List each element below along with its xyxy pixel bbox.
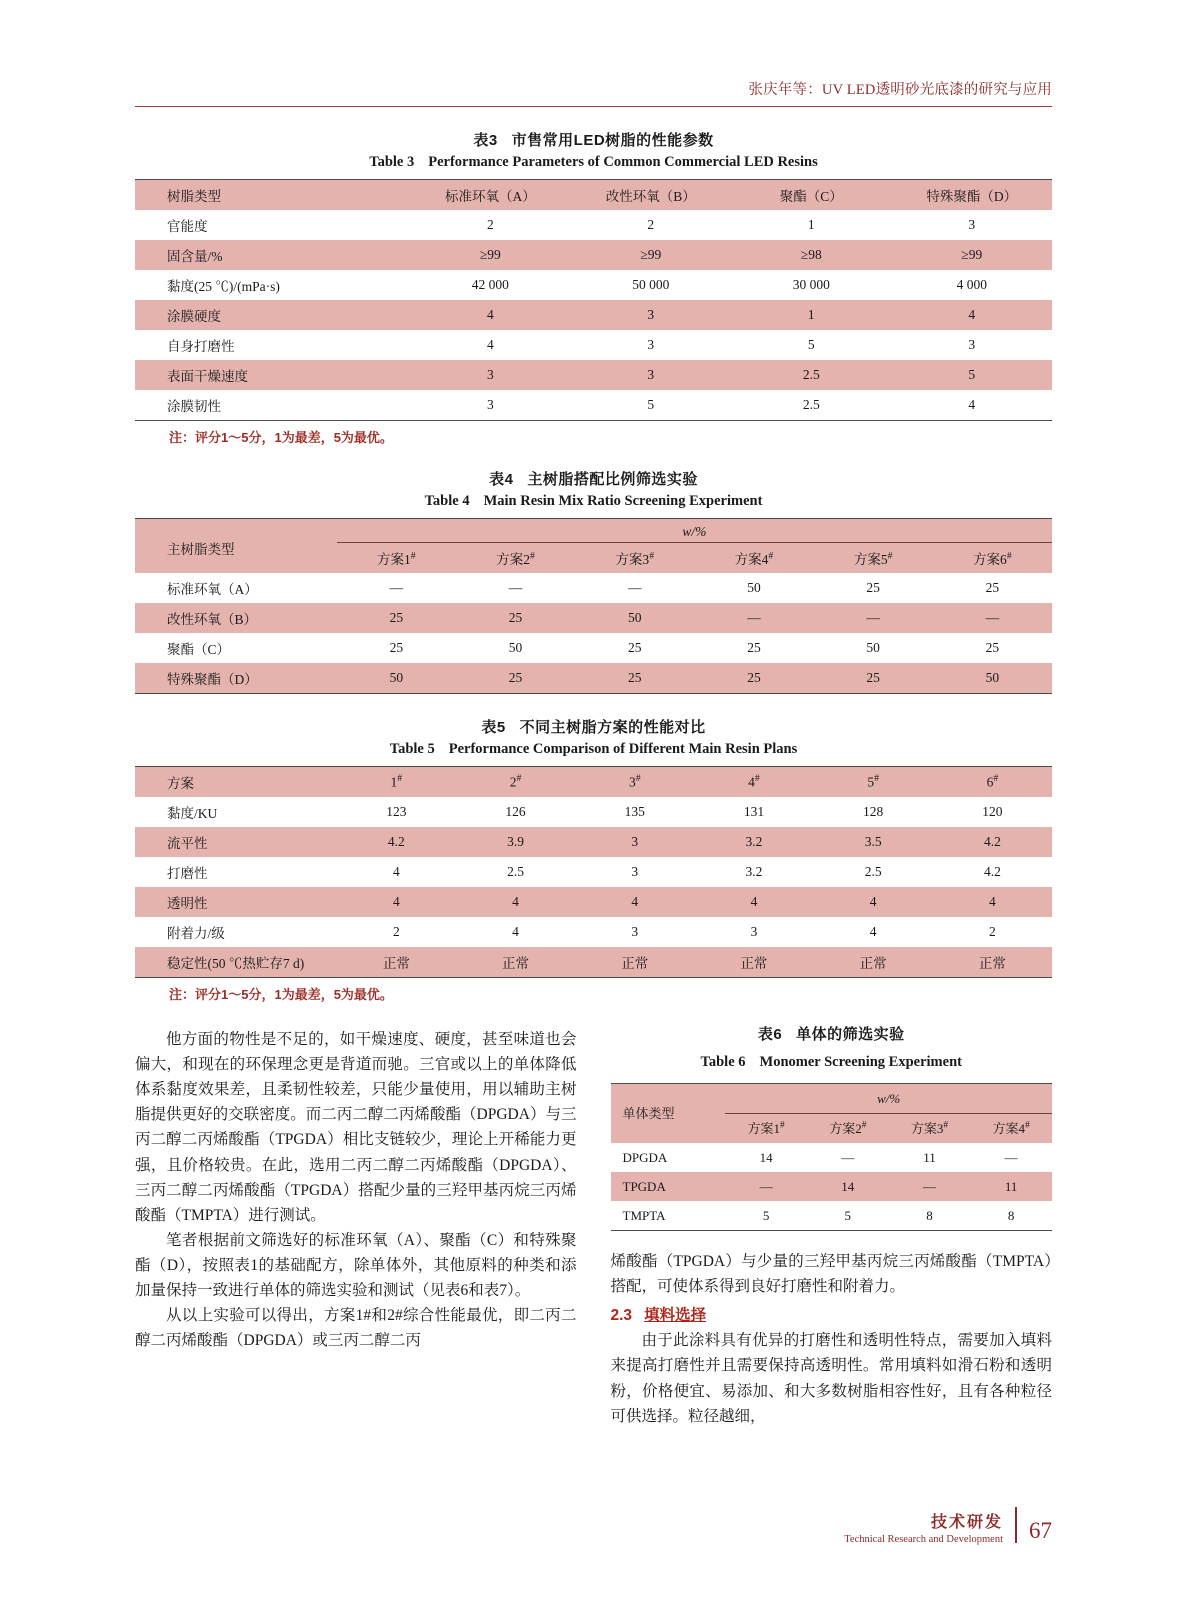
table3-r6-c1: 3	[486, 397, 494, 412]
left-paragraph-3: 从以上实验可以得出，方案1#和2#综合性能最优，即二丙二醇二丙烯酸酯（DPGDA）或三丙二醇二丙	[135, 1307, 577, 1350]
table3-r5-c3: 2.5	[731, 360, 891, 390]
table4-title-cn-number: 表4	[489, 471, 514, 488]
table6-title-cn-number: 表6	[757, 1026, 783, 1043]
table6-r1-c1: —	[725, 1172, 807, 1201]
table6-r1-c2: 14	[807, 1172, 889, 1201]
running-head-rule	[135, 106, 1052, 107]
table4-r0-c2: —	[508, 580, 523, 595]
table-row	[135, 947, 1052, 978]
table5-header-4-text: 4	[748, 774, 755, 790]
table3-r4-c3: 5	[807, 337, 815, 352]
table4-title-cn-text: 主树脂搭配比例筛选实验	[527, 471, 698, 488]
table4-r2-c1: 25	[389, 640, 404, 655]
table5-r1-c6: 4.2	[933, 827, 1052, 857]
table-row	[135, 390, 1052, 421]
table5-r2-c4: 3.2	[745, 864, 763, 879]
table3-note: 注：评分1～5分，1为最差，5为最优。	[169, 430, 393, 445]
table5-r1-c5: 3.5	[814, 827, 933, 857]
table-header-row	[135, 767, 1052, 798]
section-heading-2-3	[611, 1303, 1053, 1328]
table5-note: 注：评分1～5分，1为最差，5为最优。	[169, 987, 393, 1002]
running-head: 张庆年等：UV LED透明砂光底漆的研究与应用	[748, 82, 1052, 98]
table4-r0-c3: —	[627, 580, 642, 595]
table3-r0-c0: 官能度	[167, 219, 208, 234]
footer-divider	[1015, 1507, 1017, 1543]
table5-header-3: 3#	[575, 767, 694, 798]
table6-r2-c2: 5	[844, 1207, 852, 1223]
table-row	[135, 633, 1052, 663]
table3-r6-c0: 涂膜韧性	[167, 399, 221, 414]
table5-r4-c0: 附着力/级	[167, 926, 225, 941]
table6-group-header: w/%	[725, 1083, 1052, 1113]
table3-r6-c4: 4	[968, 397, 976, 412]
table-row	[135, 797, 1052, 827]
table5-title-cn	[135, 716, 1052, 737]
table-header-row	[611, 1083, 1053, 1113]
table4-r3-c5: 25	[814, 663, 933, 694]
table4-subheader-0-text: 方案1	[377, 552, 411, 567]
left-paragraph-1: 他方面的物性是不足的，如干燥速度、硬度，甚至味道也会偏大，和现在的环保理念更是背道而驰。三官或以上的单体降低体系黏度效果差，且柔韧性较差，只能少量使用，用以辅助主树脂提供更好的交联密度。而二丙二醇二丙烯酸酯（DPGDA）与三丙二醇二丙烯酸酯（TPGDA）相比支链较少，理论上开稀能力更强，且价格较贵。在此，选用二丙二醇二丙烯酸酯（DPGDA）、三丙二醇二丙烯酸酯（TPGDA）搭配少量的三羟甲基丙烷三丙烯酸酯（TMPTA）进行测试。	[135, 1031, 577, 1224]
table5	[135, 766, 1052, 978]
table3-r1-c2: ≥99	[571, 240, 731, 270]
table5-r3-c2: 4	[456, 887, 575, 917]
table6-r0-c3: 11	[923, 1149, 936, 1165]
table5-r3-c5: 4	[814, 887, 933, 917]
table6-r2-c0: TMPTA	[622, 1207, 666, 1223]
table3-title-en	[135, 154, 1052, 171]
table5-title-en	[135, 741, 1052, 758]
table6-title-cn	[611, 1023, 1053, 1047]
table3	[135, 179, 1052, 421]
table3-r4-c2: 3	[647, 337, 655, 352]
table4-subheader-2-text: 方案3	[615, 552, 650, 567]
table3-r5-c4: 5	[892, 360, 1053, 390]
footer-section-en: Technical Research and Development	[844, 1534, 1003, 1545]
table3-block	[135, 129, 1052, 446]
table5-r2-c0: 打磨性	[167, 866, 208, 881]
left-column	[135, 1027, 577, 1429]
table-row	[135, 887, 1052, 917]
table3-title-cn	[135, 129, 1052, 150]
table4-r0-c0: 标准环氧（A）	[167, 582, 258, 597]
table3-header-0: 树脂类型	[135, 180, 410, 211]
table4-r2-c3: 25	[627, 640, 642, 655]
right-column	[611, 1027, 1053, 1429]
table5-r1-c4: 3.2	[694, 827, 813, 857]
table3-r2-c4: 4 000	[956, 277, 987, 292]
table5-r1-c0: 流平性	[135, 827, 337, 857]
table6-r1-c0: TPGDA	[611, 1172, 726, 1201]
table4-group-header: w/%	[337, 519, 1052, 543]
table3-r1-c3: ≥98	[731, 240, 891, 270]
table4-block	[135, 468, 1052, 694]
table6-r1-c3: —	[889, 1172, 971, 1201]
table6-title-en	[611, 1051, 1053, 1074]
table6-subheader-0: 方案1#	[725, 1113, 807, 1143]
table3-r3-c1: 4	[410, 300, 570, 330]
table4-r2-c0: 聚酯（C）	[167, 642, 231, 657]
table5-header-5: 5#	[814, 767, 933, 798]
body-columns	[135, 1027, 1052, 1429]
table5-r4-c2: 4	[512, 924, 519, 939]
table4	[135, 518, 1052, 694]
table6-r2-c1: 5	[762, 1207, 770, 1223]
table6-r0-c2: —	[841, 1149, 855, 1165]
table6-r0-c4: —	[1004, 1149, 1018, 1165]
table5-r2-c2: 2.5	[507, 864, 524, 879]
table4-subheader-5-text: 方案6	[973, 552, 1007, 567]
page-number: 67	[1029, 1518, 1052, 1543]
table3-header-3: 聚酯（C）	[731, 180, 891, 211]
table3-r5-c2: 3	[571, 360, 731, 390]
table-row	[611, 1201, 1053, 1231]
table5-r0-c0: 黏度/KU	[167, 806, 218, 821]
table5-r5-c3: 正常	[575, 947, 694, 978]
table4-title-en	[135, 493, 1052, 510]
table4-r1-c3: 50	[575, 603, 694, 633]
table6	[611, 1083, 1053, 1231]
table6-r2-c4: 8	[1007, 1207, 1015, 1223]
table5-r4-c5: 4	[869, 924, 877, 939]
page-footer	[844, 1507, 1052, 1545]
table5-r0-c1: 123	[386, 804, 407, 819]
right-paragraph-2: 由于此涂料具有优异的打磨性和透明性特点，需要加入填料来提高打磨性并且需要保持高透明性。常用填料如滑石粉和透明粉，价格便宜、易添加、和大多数树脂相容性好，且有各种粒径可供选择。粒径越细，	[610, 1332, 1052, 1425]
table4-r3-c3: 25	[575, 663, 694, 694]
table5-r0-c4: 131	[743, 804, 765, 819]
table3-r2-c2: 50 000	[632, 277, 670, 292]
table6-block	[611, 1023, 1053, 1231]
footer-text	[844, 1509, 1003, 1545]
table4-subheader-4: 方案5#	[814, 543, 933, 574]
table3-r3-c3: 1	[731, 300, 891, 330]
table5-header-3-text: 3	[628, 774, 636, 790]
table-row	[135, 663, 1052, 694]
table3-header-1: 标准环氧（A）	[410, 180, 570, 211]
table5-r0-c3: 135	[624, 804, 645, 819]
table5-r2-c5: 2.5	[864, 864, 882, 879]
table4-r1-c0: 改性环氧（B）	[135, 603, 337, 633]
table5-r1-c1: 4.2	[337, 827, 456, 857]
table5-r3-c1: 4	[337, 887, 456, 917]
table5-r3-c6: 4	[933, 887, 1052, 917]
table6-title-en-text: Monomer Screening Experiment	[759, 1054, 962, 1071]
table4-r3-c4: 25	[694, 663, 813, 694]
table4-r3-c2: 25	[456, 663, 575, 694]
table-row	[135, 270, 1052, 300]
table3-header-4: 特殊聚酯（D）	[892, 180, 1053, 211]
table3-title-cn-text: 市售常用LED树脂的性能参数	[511, 132, 714, 149]
table3-r1-c1: ≥99	[410, 240, 570, 270]
table5-title-cn-number: 表5	[481, 719, 506, 736]
table3-title-en-text: Performance Parameters of Common Commercial LED Resins	[428, 154, 818, 170]
table4-r3-c6: 50	[933, 663, 1052, 694]
table6-subheader-2-text: 方案3	[910, 1120, 944, 1136]
table4-r2-c5: 50	[866, 640, 880, 655]
table5-header-5-text: 5	[867, 774, 875, 790]
table4-corner-header: 主树脂类型	[135, 519, 337, 574]
table3-r6-c3: 2.5	[802, 397, 820, 412]
table4-r2-c4: 25	[747, 640, 761, 655]
table5-header-2-text: 2	[509, 774, 517, 790]
table-row	[135, 360, 1052, 390]
table-row	[135, 210, 1052, 240]
table-row	[611, 1172, 1053, 1201]
table3-r0-c3: 1	[807, 217, 815, 232]
table4-r1-c4: —	[694, 603, 813, 633]
table-header-row	[135, 180, 1052, 211]
table3-r4-c1: 4	[486, 337, 494, 352]
table5-r5-c5: 正常	[814, 947, 933, 978]
table3-r2-c3: 30 000	[792, 277, 830, 292]
table6-subheader-1: 方案2#	[807, 1113, 889, 1143]
table6-subheader-3-text: 方案4	[992, 1120, 1026, 1136]
table3-r2-c0: 黏度(25 ℃)/(mPa·s)	[167, 279, 280, 294]
table6-r2-c3: 8	[926, 1207, 933, 1223]
table4-subheader-1: 方案2#	[456, 543, 575, 574]
table5-r0-c5: 128	[863, 804, 884, 819]
table5-r4-c3: 3	[631, 924, 639, 939]
table5-title-cn-text: 不同主树脂方案的性能对比	[519, 719, 706, 736]
table3-title-cn-number: 表3	[473, 132, 498, 149]
table3-r3-c2: 3	[571, 300, 731, 330]
table3-r1-c4: ≥99	[892, 240, 1053, 270]
table6-r1-c4: 11	[970, 1172, 1052, 1201]
table5-header-2: 2#	[456, 767, 575, 798]
table4-r0-c5: 25	[866, 580, 880, 595]
table6-corner-header: 单体类型	[611, 1083, 726, 1143]
right-paragraph-1: 烯酸酯（TPGDA）与少量的三羟甲基丙烷三丙烯酸酯（TMPTA）搭配，可使体系得到良好打磨性和附着力。	[610, 1253, 1052, 1296]
table5-r3-c0: 透明性	[135, 887, 337, 917]
table4-title-en-number: Table 4	[424, 493, 470, 509]
table4-r1-c6: —	[933, 603, 1052, 633]
table6-subheader-3: 方案4#	[970, 1113, 1052, 1143]
table4-r0-c6: 25	[985, 580, 1000, 595]
table6-r0-c1: 14	[759, 1149, 773, 1165]
table5-block	[135, 716, 1052, 1003]
table3-r1-c0: 固含量/%	[135, 240, 410, 270]
table5-header-0: 方案	[135, 767, 337, 798]
table4-r2-c2: 50	[508, 640, 523, 655]
table4-subheader-5: 方案6#	[933, 543, 1052, 574]
footer-section-cn: 技术研发	[930, 1514, 1003, 1531]
table5-r1-c2: 3.9	[456, 827, 575, 857]
table-row	[611, 1143, 1053, 1172]
table4-r3-c1: 50	[337, 663, 456, 694]
table5-r5-c2: 正常	[456, 947, 575, 978]
table4-title-cn	[135, 468, 1052, 489]
table5-r0-c6: 120	[982, 804, 1003, 819]
table4-r1-c1: 25	[337, 603, 456, 633]
table3-r2-c1: 42 000	[471, 277, 509, 292]
table5-header-1: 1#	[337, 767, 456, 798]
table3-r5-c0: 表面干燥速度	[135, 360, 410, 390]
table5-header-6-text: 6	[986, 774, 994, 790]
table4-subheader-2: 方案3#	[575, 543, 694, 574]
table5-header-1-text: 1	[390, 774, 398, 790]
table5-r5-c6: 正常	[933, 947, 1052, 978]
table5-r3-c4: 4	[694, 887, 813, 917]
table5-r2-c3: 3	[631, 864, 639, 879]
table5-r5-c0: 稳定性(50 ℃热贮存7 d)	[135, 947, 337, 978]
left-paragraph-2: 笔者根据前文筛选好的标准环氧（A）、聚酯（C）和特殊聚酯（D），按照表1的基础配方，除单体外，其他原料的种类和添加量保持一致进行单体的筛选实验和测试（见表6和表7）。	[135, 1231, 577, 1300]
table3-r5-c1: 3	[410, 360, 570, 390]
table4-subheader-3: 方案4#	[694, 543, 813, 574]
table5-r5-c1: 正常	[337, 947, 456, 978]
table-row	[135, 857, 1052, 887]
table5-r4-c1: 2	[392, 924, 400, 939]
table6-subheader-0-text: 方案1	[747, 1120, 781, 1136]
table3-r3-c0: 涂膜硬度	[135, 300, 410, 330]
table-row	[135, 603, 1052, 633]
section-number: 2.3	[610, 1307, 633, 1325]
table5-title-en-number: Table 5	[389, 741, 435, 757]
table6-r0-c0: DPGDA	[622, 1149, 668, 1165]
table6-subheader-1-text: 方案2	[829, 1120, 862, 1136]
table6-subheader-2: 方案3#	[889, 1113, 971, 1143]
table-header-row	[135, 519, 1052, 543]
table4-subheader-0: 方案1#	[337, 543, 456, 574]
table3-header-2: 改性环氧（B）	[571, 180, 731, 211]
table3-r0-c2: 2	[647, 217, 655, 232]
table4-subheader-3-text: 方案4	[734, 552, 769, 567]
table3-r4-c4: 3	[968, 337, 976, 352]
table5-r2-c1: 4	[392, 864, 400, 879]
table5-r5-c4: 正常	[694, 947, 813, 978]
table4-r1-c2: 25	[456, 603, 575, 633]
table5-header-4: 4#	[694, 767, 813, 798]
table4-r3-c0: 特殊聚酯（D）	[135, 663, 337, 694]
table-row	[135, 917, 1052, 947]
table6-title-cn-text: 单体的筛选实验	[796, 1026, 905, 1043]
table3-r0-c1: 2	[486, 217, 494, 232]
table3-r3-c4: 4	[892, 300, 1053, 330]
table5-r4-c4: 3	[750, 924, 758, 939]
table-row	[135, 330, 1052, 360]
table5-r4-c6: 2	[989, 924, 996, 939]
table4-title-en-text: Main Resin Mix Ratio Screening Experiment	[483, 493, 763, 509]
table3-r6-c2: 5	[647, 397, 655, 412]
table4-subheader-1-text: 方案2	[496, 552, 530, 567]
table3-title-en-number: Table 3	[369, 154, 415, 170]
table-row	[135, 240, 1052, 270]
table6-title-en-number: Table 6	[700, 1054, 746, 1071]
table4-r1-c5: —	[814, 603, 933, 633]
table5-r1-c3: 3	[575, 827, 694, 857]
table5-r0-c2: 126	[505, 804, 526, 819]
table-row	[135, 827, 1052, 857]
table5-title-en-text: Performance Comparison of Different Main Resin Plans	[448, 741, 798, 757]
table4-subheader-4-text: 方案5	[853, 552, 888, 567]
table3-r4-c0: 自身打磨性	[167, 339, 235, 354]
table5-r3-c3: 4	[575, 887, 694, 917]
table3-r0-c4: 3	[968, 217, 976, 232]
section-title: 填料选择	[644, 1307, 707, 1325]
table-row	[135, 300, 1052, 330]
table5-r2-c6: 4.2	[983, 864, 1001, 879]
table4-r2-c6: 25	[985, 640, 1000, 655]
table-row	[135, 573, 1052, 603]
table5-header-6: 6#	[933, 767, 1052, 798]
table4-r0-c4: 50	[747, 580, 761, 595]
table4-r0-c1: —	[389, 580, 404, 595]
